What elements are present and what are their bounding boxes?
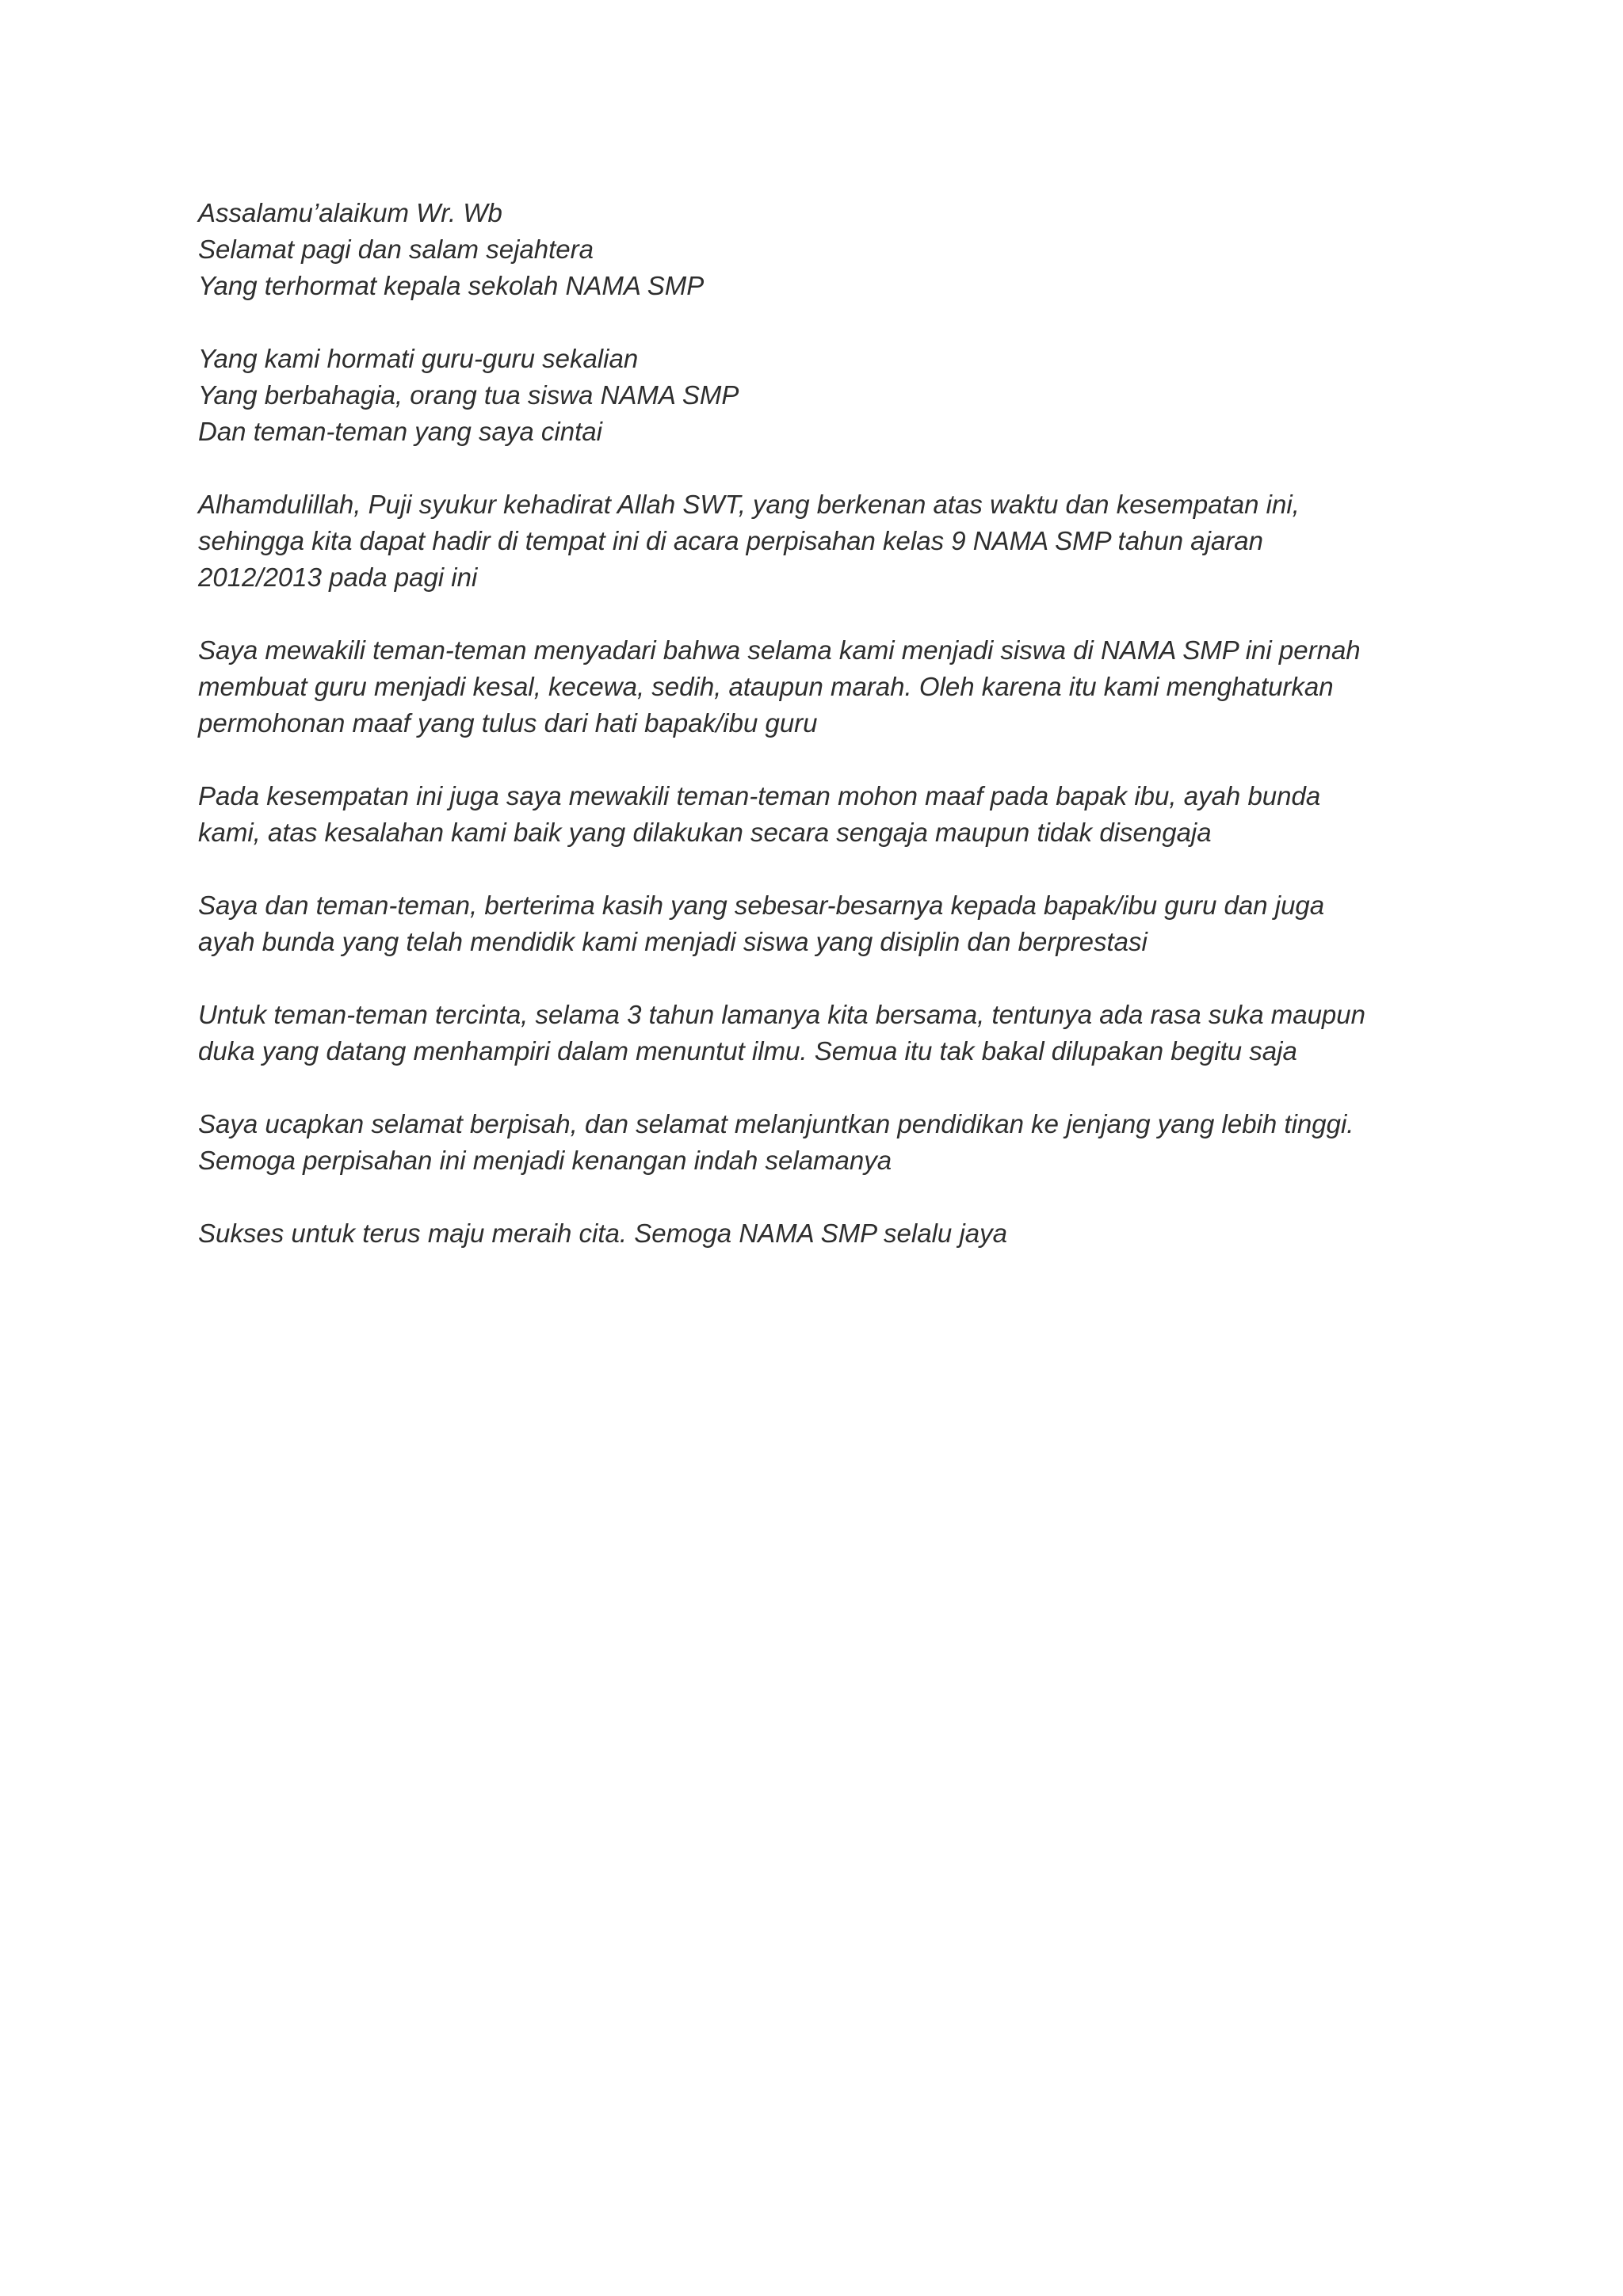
paragraph-farewell: Saya ucapkan selamat berpisah, dan selamat melanjuntkan pendidikan ke jenjang yang lebih tinggi. Semoga perpisahan ini menjadi kenangan indah selamanya	[198, 1109, 1354, 1175]
paragraph-gratitude: Alhamdulillah, Puji syukur kehadirat Allah SWT, yang berkenan atas waktu dan kesempatan ini, sehingga kita dapat hadir di tempat ini di acara perpisahan kelas 9 NAMA SMP tahun ajaran 2012/2013 pada pagi ini	[198, 490, 1300, 592]
paragraph-greeting: Assalamu’alaikum Wr. Wb Selamat pagi dan salam sejahtera Yang terhormat kepala sekolah NAMA SMP	[198, 198, 705, 300]
paragraph-apology-teachers: Saya mewakili teman-teman menyadari bahwa selama kami menjadi siswa di NAMA SMP ini pernah membuat guru menjadi kesal, kecewa, sedih, ataupun marah. Oleh karena itu kami menghaturkan permohonan maaf yang tulus dari hati bapak/ibu guru	[198, 635, 1361, 738]
paragraph-apology-parents: Pada kesempatan ini juga saya mewakili teman-teman mohon maaf pada bapak ibu, ayah bunda kami, atas kesalahan kami baik yang dilakukan secara sengaja maupun tidak disengaja	[198, 781, 1321, 847]
paragraph-thanks: Saya dan teman-teman, berterima kasih yang sebesar-besarnya kepada bapak/ibu guru dan juga ayah bunda yang telah mendidik kami menjadi siswa yang disiplin dan berprestasi	[198, 891, 1325, 956]
document-body	[198, 195, 1434, 1252]
paragraph-closing: Sukses untuk terus maju meraih cita. Semoga NAMA SMP selalu jaya	[198, 1219, 1007, 1248]
paragraph-friends: Untuk teman-teman tercinta, selama 3 tahun lamanya kita bersama, tentunya ada rasa suka maupun duka yang datang menhampiri dalam menuntut ilmu. Semua itu tak bakal dilupakan begitu saja	[198, 1000, 1365, 1066]
paragraph-salutation: Yang kami hormati guru-guru sekalian Yang berbahagia, orang tua siswa NAMA SMP Dan teman-teman yang saya cintai	[198, 344, 739, 446]
